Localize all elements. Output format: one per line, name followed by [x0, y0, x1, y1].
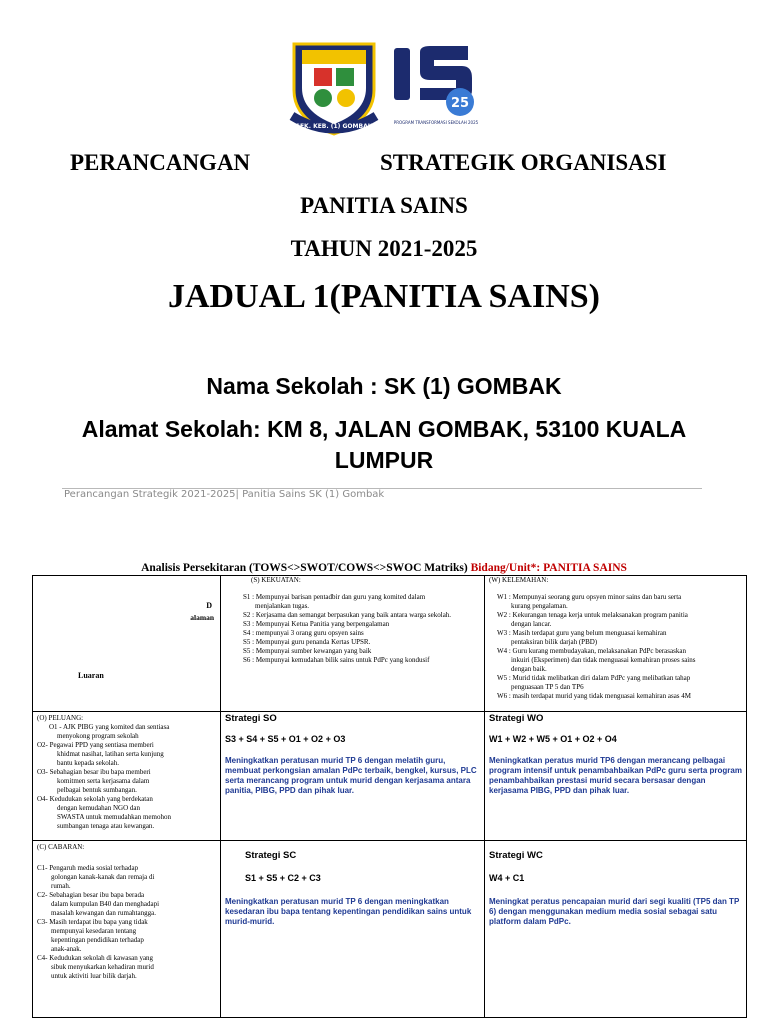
- opportunity-item: bantu kepada sekolah.: [57, 759, 120, 767]
- analysis-heading: Analisis Persekitaran (TOWS<>SWOT/COWS<>SWOC Matriks): [141, 562, 468, 574]
- matrix-corner-cell: [33, 576, 221, 712]
- strategy-wc-formula: W4 + C1: [489, 873, 525, 883]
- threat-item: mempunyai kesedaran tentang: [51, 927, 137, 935]
- ts25-logo: [390, 42, 482, 134]
- subtitle: PANITIA SAINS: [300, 193, 468, 218]
- threat-item: C2- Sebahagian besar ibu bapa berada: [37, 891, 145, 899]
- opportunity-item: dengan kemudahan NGO dan: [57, 804, 141, 812]
- strengths-header: (S) KEKUATAN:: [251, 576, 301, 584]
- weakness-item: W5 : Murid tidak melibatkan diri dalam PdPc yang melibatkan tahap: [497, 674, 691, 682]
- strategy-so-cell: [221, 712, 485, 841]
- opportunity-item: O1 - AJK PIBG yang komited dan sentiasa: [49, 723, 170, 731]
- strength-item: S2 : Kerjasama dan semangat berpasukan yang baik antara warga sekolah.: [243, 611, 452, 619]
- analysis-title: [0, 562, 768, 574]
- weakness-item: inkuiri (Eksperimen) dan tidak menguasai kemahiran proses sains: [511, 656, 696, 664]
- strategy-sc-label: Strategi SC: [245, 850, 297, 861]
- threat-item: C1- Pengaruh media sosial terhadap: [37, 864, 139, 872]
- threat-item: untuk aktiviti luar bilik darjah.: [51, 972, 137, 980]
- opportunity-item: O3- Sebahagian besar ibu bapa memberi: [37, 768, 151, 776]
- strengths-list: [221, 585, 484, 665]
- weaknesses-cell: [485, 576, 747, 712]
- strategy-wc-text: Meningkat peratus pencapaian murid dari segi kualiti (TP5 dan TP 6) dengan menggunakan medium media sosial sebagai satu platform dalam PdPc.: [489, 897, 740, 926]
- strengths-cell: [221, 576, 485, 712]
- opportunities-list: [33, 712, 220, 831]
- strength-item: S1 : Mempunyai barisan pentadbir dan guru yang komited dalam: [243, 593, 426, 601]
- years: TAHUN 2021-2025: [290, 236, 478, 261]
- strategy-so-text: Meningkatkan peratusan murid TP 6 dengan melatih guru, membuat perkongsian amalan PdPc terbaik, bengkel, kursus, PLC serta merancang program untuk murid dengan kerjasama antara panitia, PIBG, PPD dan pihak luar.: [225, 756, 477, 795]
- threat-item: rumah.: [51, 882, 71, 890]
- strategy-sc-formula: S1 + S5 + C2 + C3: [245, 873, 321, 883]
- corner-luaran: Luaran: [78, 671, 104, 680]
- school-address: Alamat Sekolah: KM 8, JALAN GOMBAK, 53100 KUALA LUMPUR: [81, 416, 687, 473]
- opportunity-item: sumbangan tenaga atau kewangan.: [57, 822, 155, 830]
- threats-header: (C) CABARAN:: [37, 843, 85, 851]
- weakness-item: W1 : Mempunyai seorang guru opsyen minor sains dan baru serta: [497, 593, 682, 601]
- opportunity-item: O2- Pegawai PPD yang sentiasa memberi: [37, 741, 154, 749]
- strength-item: S3 : Mempunyai Ketua Panitia yang berpengalaman: [243, 620, 390, 628]
- weakness-item: dengan baik.: [511, 665, 547, 673]
- strength-item: S4 : mempunyai 3 orang guru opsyen sains: [243, 629, 364, 637]
- threats-list: [33, 841, 220, 981]
- threat-item: golongan kanak-kanak dan remaja di: [51, 873, 155, 881]
- weakness-item: W4 : Guru kurang membudayakan, melaksanakan PdPc berasaskan: [497, 647, 686, 655]
- strategy-sc-cell: [221, 841, 485, 1018]
- page-footer: Perancangan Strategik 2021-2025| Panitia Sains SK (1) Gombak: [64, 489, 385, 500]
- threat-item: kepentingan pendidikan terhadap: [51, 936, 144, 944]
- weakness-item: W6 : masih terdapat murid yang tidak menguasai kemahiran asas 4M: [497, 692, 692, 700]
- strategy-sc-text: Meningkatkan peratusan murid TP 6 dengan meningkatkan kesedaran ibu bapa tentang kepentingan pendidikan sains untuk murid-murid.: [225, 897, 472, 926]
- school-name: Nama Sekolah : SK (1) GOMBAK: [206, 373, 562, 399]
- ts25-number: 25: [450, 96, 470, 111]
- strategy-sc: [221, 841, 484, 937]
- opportunity-item: menyokong program sekolah: [57, 732, 139, 740]
- opportunity-item: khidmat nasihat, latihan serta kunjung: [57, 750, 164, 758]
- opportunity-item: O4- Kedudukan sekolah yang berdekatan: [37, 795, 153, 803]
- title-right: STRATEGIK ORGANISASI: [380, 150, 667, 175]
- threat-item: sibuk menyukarkan kehadiran murid: [51, 963, 154, 971]
- strategy-so-formula: S3 + S4 + S5 + O1 + O2 + O3: [225, 734, 346, 744]
- threat-item: dalam kumpulan B40 dan menghadapi: [51, 900, 160, 908]
- strategy-wc: [485, 841, 746, 937]
- threat-item: anak-anak.: [51, 945, 82, 953]
- strategy-so-label: Strategi SO: [225, 713, 277, 724]
- unit-label: Bidang/Unit*:: [470, 562, 541, 574]
- strength-item: menjalankan tugas.: [255, 602, 310, 610]
- weakness-item: penguasaan TP 5 dan TP6: [511, 683, 584, 691]
- opportunity-item: pelbagai bentuk sumbangan.: [57, 786, 137, 794]
- strategy-wo-formula: W1 + W2 + W5 + O1 + O2 + O4: [489, 734, 617, 744]
- strategy-wo-cell: [485, 712, 747, 841]
- weakness-item: kurang pengalaman.: [511, 602, 568, 610]
- strategy-wo-text: Meningkatkan peratus murid TP6 dengan merancang pelbagai program intensif untuk penambahbaikan PdPc guru serta program penambahbaikan prestasi murid secara bersasar dengan kerjasama PIBG, PPD dan pihak luar.: [489, 756, 742, 795]
- strategy-so: [221, 712, 484, 798]
- swot-matrix-table: [32, 575, 747, 1018]
- strength-item: S5 : Mempunyai sumber kewangan yang baik: [243, 647, 372, 655]
- weakness-item: pentaksiran bilik darjah (PBD): [511, 638, 598, 646]
- school-crest-logo: [288, 38, 380, 136]
- threat-item: C3- Masih terdapat ibu bapa yang tidak: [37, 918, 148, 926]
- unit-value: PANITIA SAINS: [543, 562, 627, 574]
- strength-item: S5 : Mempunyai guru penanda Kertas UPSR.: [243, 638, 371, 646]
- threats-cell: [33, 841, 221, 1018]
- threat-item: C4- Kedudukan sekolah di kawasan yang: [37, 954, 154, 962]
- weaknesses-list: [485, 585, 746, 701]
- weakness-item: dengan lancar.: [511, 620, 552, 628]
- weakness-item: W3 : Masih terdapat guru yang belum menguasai kemahiran: [497, 629, 667, 637]
- corner-alaman: alaman: [190, 613, 214, 622]
- table-title: JADUAL 1(PANITIA SAINS): [168, 278, 600, 315]
- corner-d: D: [206, 601, 212, 610]
- opportunities-header: (O) PELUANG:: [37, 714, 84, 722]
- strength-item: S6 : Mempunyai kemudahan bilik sains untuk PdPc yang kondusif: [243, 656, 430, 664]
- crest-motto: SEK. KEB. (1) GOMBAK: [295, 123, 373, 130]
- opportunity-item: komitmen serta kerjasama dalam: [57, 777, 150, 785]
- weaknesses-header: (W) KELEMAHAN:: [489, 576, 549, 584]
- strategy-wo-label: Strategi WO: [489, 713, 544, 724]
- strategy-wc-label: Strategi WC: [489, 850, 543, 861]
- logo-row: [0, 38, 768, 138]
- ts25-caption: PROGRAM TRANSFORMASI SEKOLAH 2025: [393, 120, 479, 125]
- strategy-wo: [485, 712, 746, 798]
- weakness-item: W2 : Kekurangan tenaga kerja untuk melaksanakan program panitia: [497, 611, 688, 619]
- opportunity-item: SWASTA untuk memudahkan memohon: [57, 813, 171, 821]
- title-left: PERANCANGAN: [70, 150, 251, 175]
- strategy-wc-cell: [485, 841, 747, 1018]
- threat-item: masalah kewangan dan rumahtangga.: [51, 909, 156, 917]
- opportunities-cell: [33, 712, 221, 841]
